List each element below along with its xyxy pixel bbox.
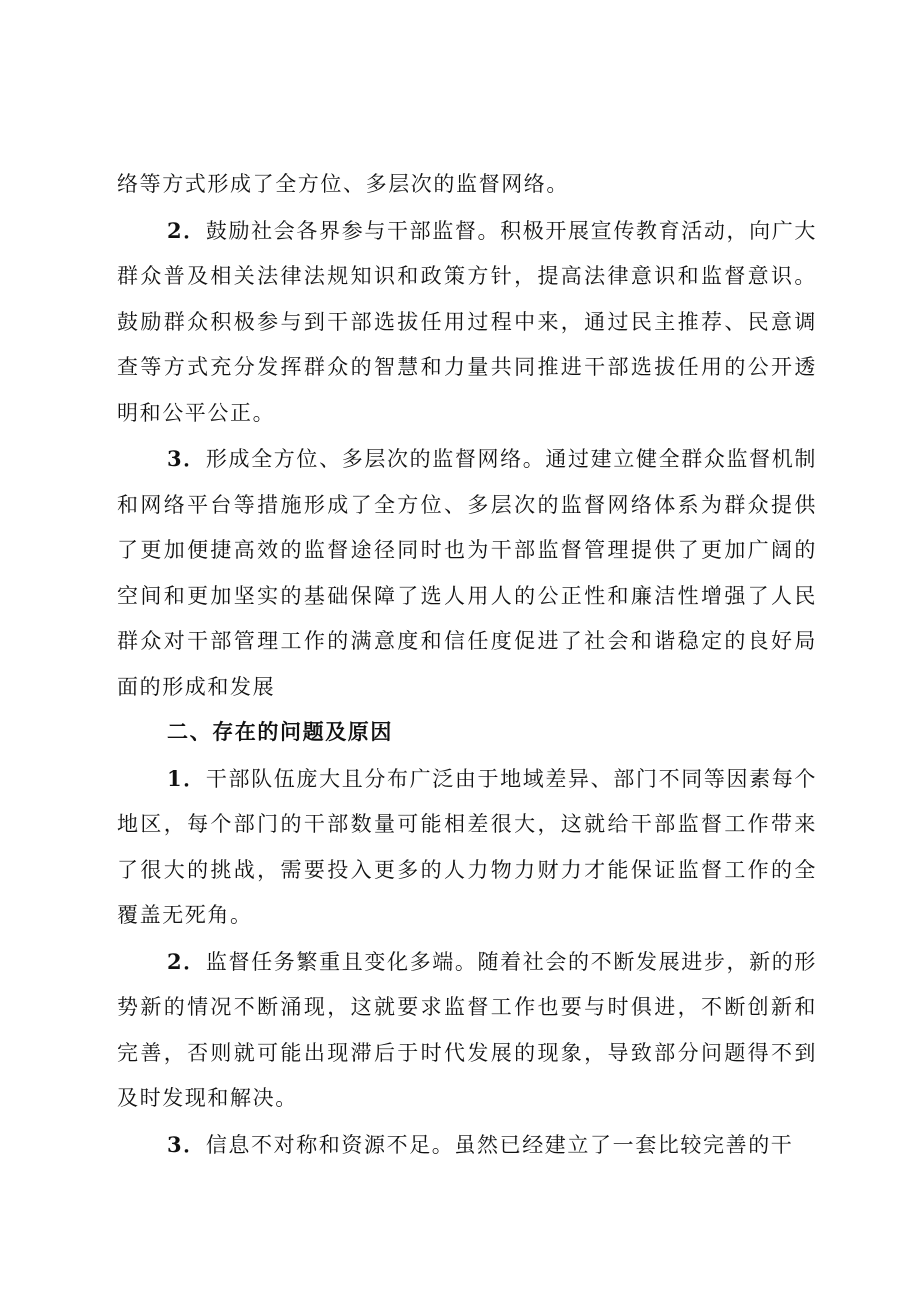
section-heading: 二、存在的问题及原因 <box>167 720 393 744</box>
paragraph-supervision-network <box>117 436 817 710</box>
paragraph-text: 干部队伍庞大且分布广泛由于地域差异、部门不同等因素每个地区，每个部门的干部数量可能相差很大，这就给干部监督工作带来了很大的挑战，需要投入更多的人力物力财力才能保证监督工作的全覆盖无死角。 <box>117 766 818 927</box>
paragraph-number: 2． <box>167 217 206 243</box>
paragraph-information-asymmetry <box>117 1122 817 1169</box>
paragraph-text: 形成全方位、多层次的监督网络。通过建立健全群众监督机制和网络平台等措施形成了全方位、多层次的监督网络体系为群众提供了更加便捷高效的监督途径同时也为干部监督管理提供了更加广阔的空间和更加坚实的基础保障了选人用人的公正性和廉洁性增强了人民群众对干部管理工作的满意度和信任度促进了社会和谐稳定的良好局面的形成和发展 <box>117 447 818 699</box>
document-body <box>117 162 817 1168</box>
paragraph-text: 络等方式形成了全方位、多层次的监督网络。 <box>117 172 569 196</box>
paragraph-large-cadre-team <box>117 756 817 939</box>
paragraph-number: 2． <box>167 948 206 974</box>
paragraph-encourage-supervision <box>117 208 817 437</box>
paragraph-continuation <box>117 162 817 208</box>
paragraph-text: 信息不对称和资源不足。虽然已经建立了一套比较完善的干 <box>205 1132 794 1157</box>
paragraph-heavy-tasks <box>117 939 817 1122</box>
paragraph-text: 鼓励社会各界参与干部监督。积极开展宣传教育活动，向广大群众普及相关法律法规知识和政策方针，提高法律意识和监督意识。鼓励群众积极参与到干部选拔任用过程中来，通过民主推荐、民意调查等方式充分发挥群众的智慧和力量共同推进干部选拔任用的公开透明和公平公正。 <box>117 218 818 425</box>
paragraph-text: 监督任务繁重且变化多端。随着社会的不断发展进步，新的形势新的情况不断涌现，这就要求监督工作也要与时俱进，不断创新和完善，否则就可能出现滞后于时代发展的现象，导致部分问题得不到及时发现和解决。 <box>117 949 818 1110</box>
paragraph-number: 1． <box>167 765 206 791</box>
paragraph-number: 3． <box>167 1131 206 1157</box>
paragraph-number: 3． <box>167 446 206 471</box>
